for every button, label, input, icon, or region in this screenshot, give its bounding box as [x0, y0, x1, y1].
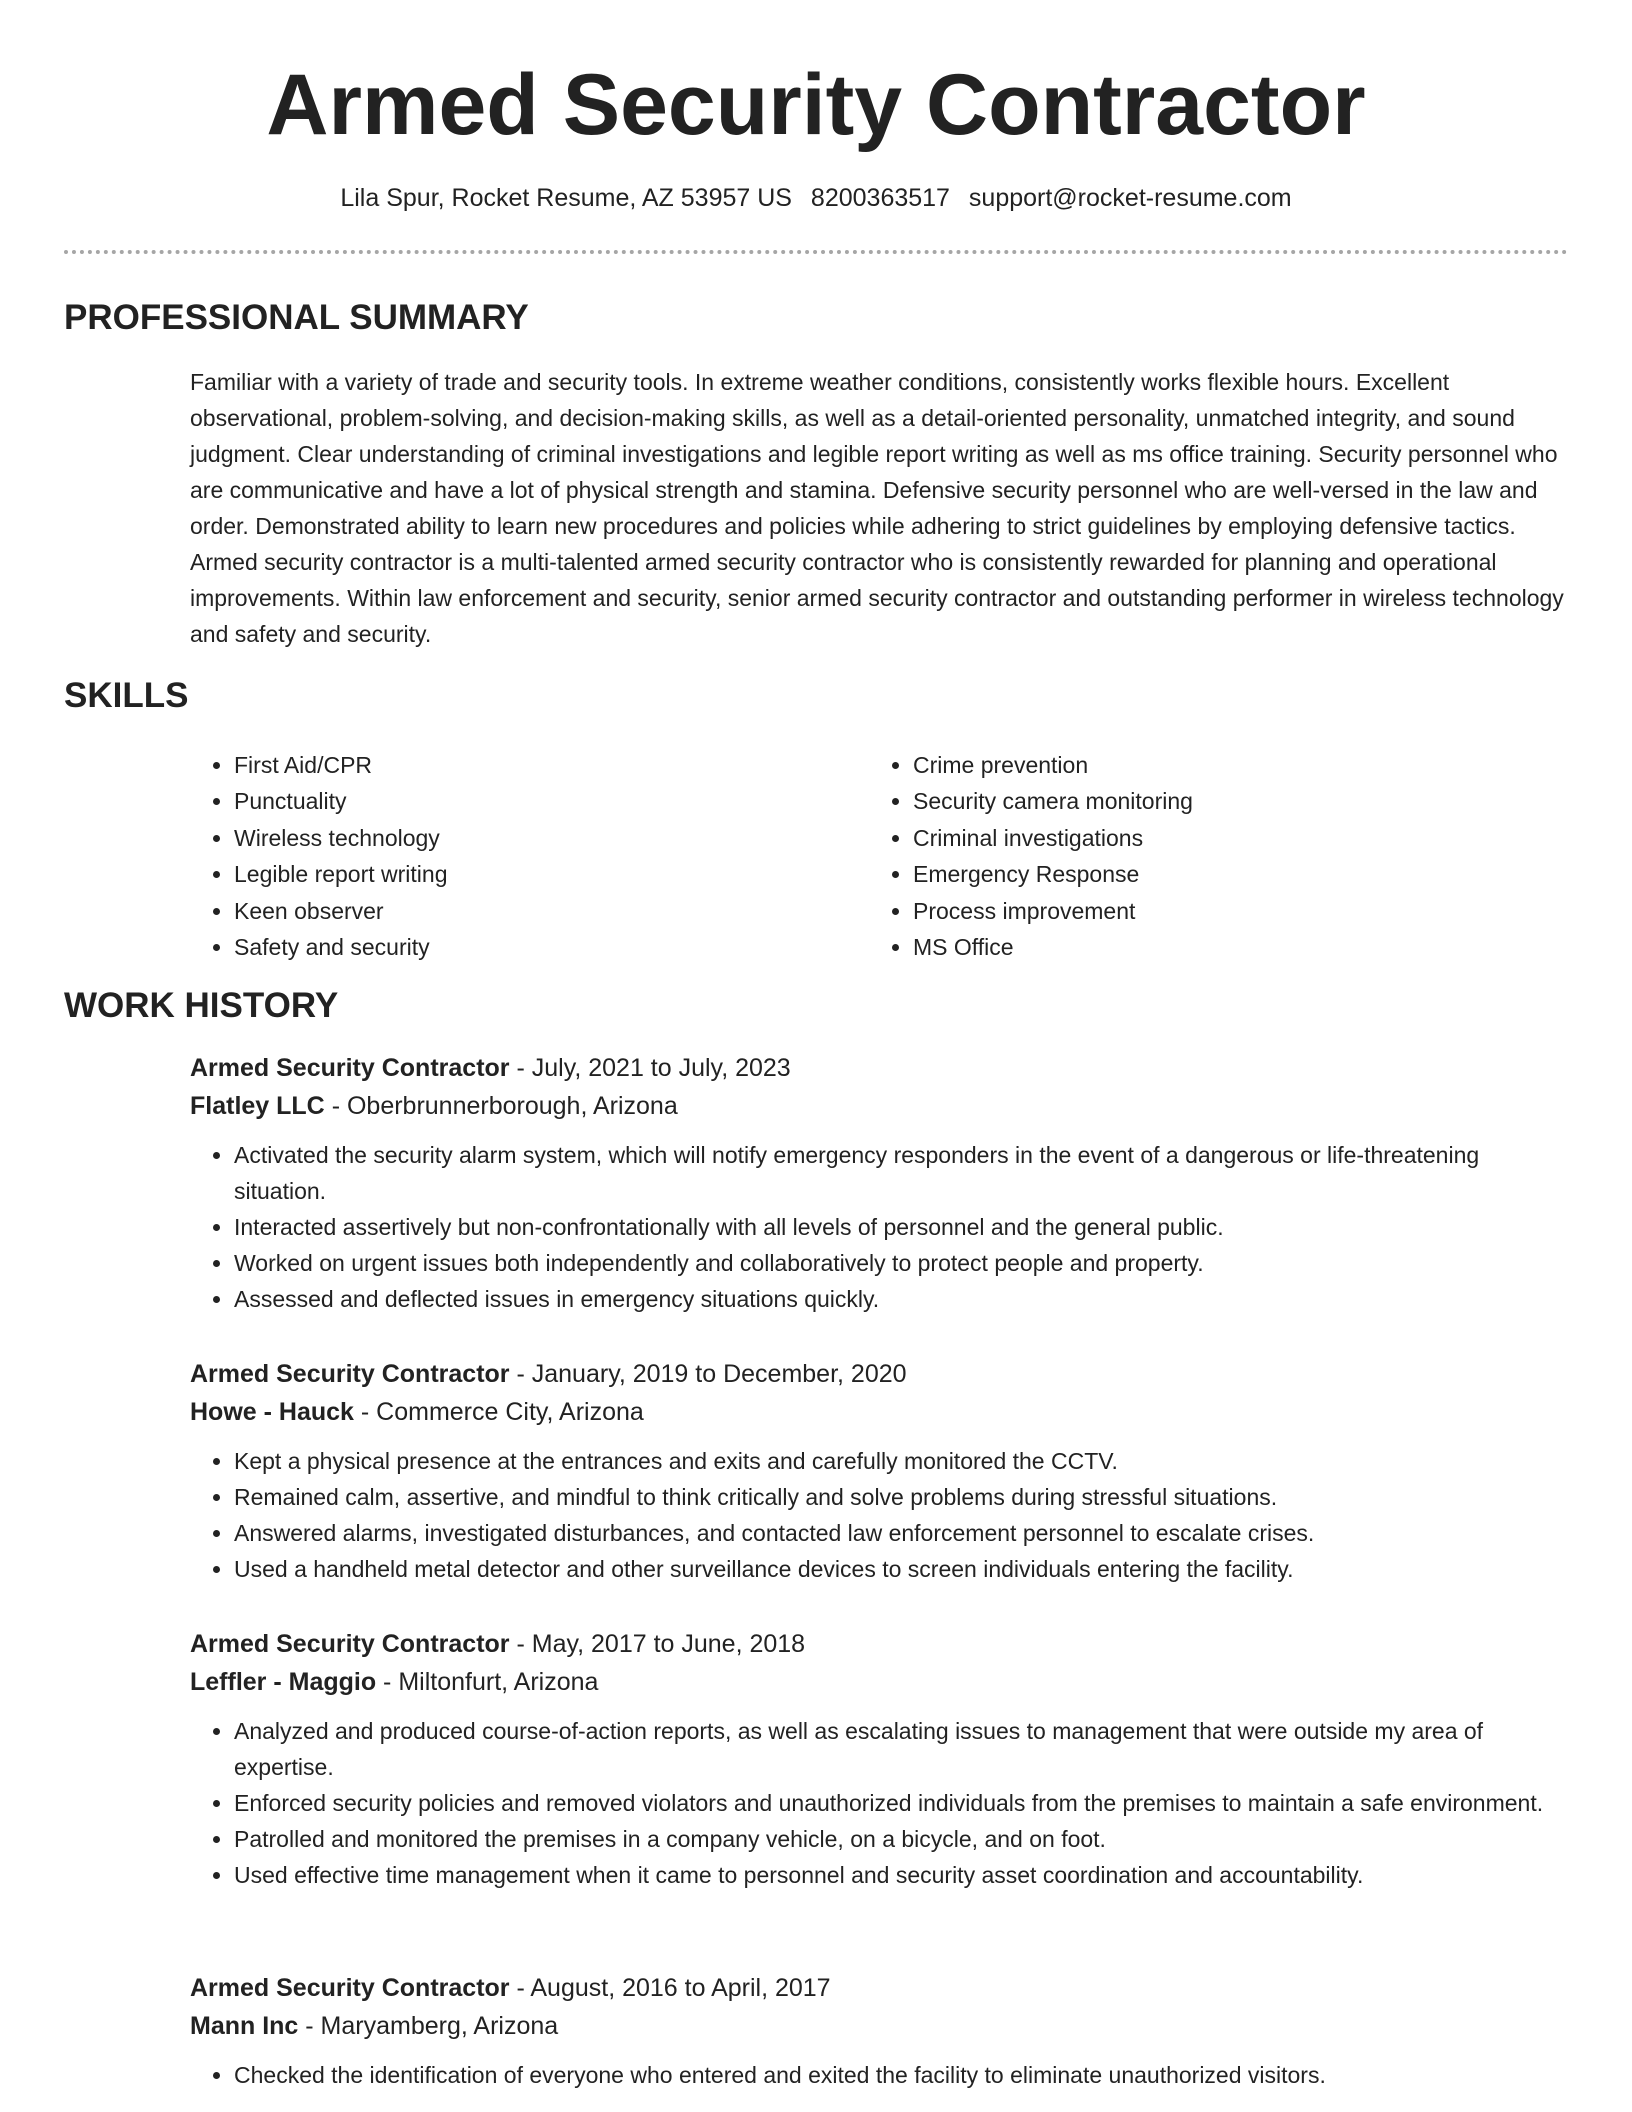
job-bullet: • Analyzed and produced course-of-action reports, as well as escalating issues to management that were outside my area of expertise. [234, 1713, 1570, 1785]
job-title-line [190, 1625, 1570, 1663]
skill-item: • Safety and security [234, 929, 834, 965]
job-bullet: • Activated the security alarm system, which will notify emergency responders in the event of a dangerous or life-threatening situation. [234, 1137, 1570, 1209]
job-bullet-list [190, 1713, 1570, 1893]
job-bullet-list [190, 1137, 1570, 1317]
job-bullet: • Answered alarms, investigated disturbances, and contacted law enforcement personnel to escalate crises. [234, 1515, 1570, 1551]
company-name: Mann Inc [190, 2012, 299, 2040]
job-title-line [190, 1049, 1570, 1087]
job-entry [190, 1355, 1570, 1587]
job-bullet-list [190, 1443, 1570, 1587]
company-name: Howe - Hauck [190, 1398, 354, 1426]
job-dates: - July, 2021 to July, 2023 [509, 1054, 791, 1082]
company-name: Leffler - Maggio [190, 1668, 377, 1696]
skill-item: • Security camera monitoring [913, 783, 1533, 819]
skill-item: • Process improvement [913, 893, 1533, 929]
job-title-line [190, 1969, 1570, 2007]
job-company-line [190, 2007, 1570, 2045]
skill-item: • First Aid/CPR [234, 747, 834, 783]
job-title-line [190, 1355, 1570, 1393]
job-dates: - January, 2019 to December, 2020 [509, 1360, 907, 1388]
address: Lila Spur, Rocket Resume, AZ 53957 US [340, 184, 792, 212]
job-bullet: • Assessed and deflected issues in emergency situations quickly. [234, 1281, 1570, 1317]
skill-item: • MS Office [913, 929, 1533, 965]
resume-title: Armed Security Contractor [266, 57, 1366, 153]
skill-item: • Legible report writing [234, 856, 834, 892]
job-bullet: • Kept a physical presence at the entrances and exits and carefully monitored the CCTV. [234, 1443, 1570, 1479]
skill-item: • Emergency Response [913, 856, 1533, 892]
job-bullet: • Interacted assertively but non-confrontationally with all levels of personnel and the general public. [234, 1209, 1570, 1245]
job-title: Armed Security Contractor [190, 1054, 510, 1082]
phone: 8200363517 [810, 184, 950, 212]
company-location: - Miltonfurt, Arizona [376, 1668, 599, 1696]
job-bullet: • Checked the identification of everyone who entered and exited the facility to eliminate unauthorized visitors. [234, 2057, 1570, 2093]
skill-item: • Keen observer [234, 893, 834, 929]
job-title: Armed Security Contractor [190, 1630, 510, 1658]
job-company-line [190, 1393, 1570, 1431]
company-location: - Oberbrunnerborough, Arizona [324, 1092, 678, 1120]
skills-heading: SKILLS [64, 676, 189, 715]
job-bullet: • Remained calm, assertive, and mindful to think critically and solve problems during stressful situations. [234, 1479, 1570, 1515]
job-entry [190, 1049, 1570, 1317]
skill-item: • Criminal investigations [913, 820, 1533, 856]
professional-summary-text: Familiar with a variety of trade and security tools. In extreme weather conditions, consistently works flexible hours. Excellent observational, problem-solving, and decision-making skills, as well as a detail-oriented personality, unmatched integrity, and sound judgment. Clear understanding of criminal investigations and legible report writing as well as ms office training. Security personnel who are communicative and have a lot of physical strength and stamina. Defensive security personnel who are well-versed in the law and order. Demonstrated ability to learn new procedures and policies while adhering to strict guidelines by employing defensive tactics. Armed security contractor is a multi-talented armed security contractor who is consistently rewarded for planning and operational improvements. Within law enforcement and security, senior armed security contractor and outstanding performer in wireless technology and safety and security. [190, 369, 1564, 647]
job-bullet: • Used a handheld metal detector and other surveillance devices to screen individuals entering the facility. [234, 1551, 1570, 1587]
skills-list-left [190, 747, 834, 965]
job-dates: - May, 2017 to June, 2018 [509, 1630, 806, 1658]
job-company-line [190, 1663, 1570, 1701]
job-company-line [190, 1087, 1570, 1125]
contact-info [0, 180, 1632, 216]
work-history-heading: WORK HISTORY [64, 986, 339, 1025]
company-location: - Commerce City, Arizona [353, 1398, 644, 1426]
job-bullet: • Worked on urgent issues both independently and collaboratively to protect people and property. [234, 1245, 1570, 1281]
job-entry [190, 1969, 1570, 2093]
job-bullet: • Used effective time management when it came to personnel and security asset coordination and accountability. [234, 1857, 1570, 1893]
professional-summary-heading: PROFESSIONAL SUMMARY [64, 298, 529, 337]
skill-item: • Crime prevention [913, 747, 1533, 783]
job-entry [190, 1625, 1570, 1893]
company-location: - Maryamberg, Arizona [298, 2012, 559, 2040]
company-name: Flatley LLC [190, 1092, 325, 1120]
job-bullet-list [190, 2057, 1570, 2093]
job-bullet: • Enforced security policies and removed violators and unauthorized individuals from the premises to maintain a safe environment. [234, 1785, 1570, 1821]
skill-item: • Punctuality [234, 783, 834, 819]
job-title: Armed Security Contractor [190, 1974, 510, 2002]
email: support@rocket-resume.com [968, 184, 1292, 212]
job-bullet: • Patrolled and monitored the premises in a company vehicle, on a bicycle, and on foot. [234, 1821, 1570, 1857]
skill-item: • Wireless technology [234, 820, 834, 856]
job-dates: - August, 2016 to April, 2017 [509, 1974, 831, 2002]
job-title: Armed Security Contractor [190, 1360, 510, 1388]
skills-list-right [869, 747, 1533, 965]
header-divider [64, 250, 1568, 254]
